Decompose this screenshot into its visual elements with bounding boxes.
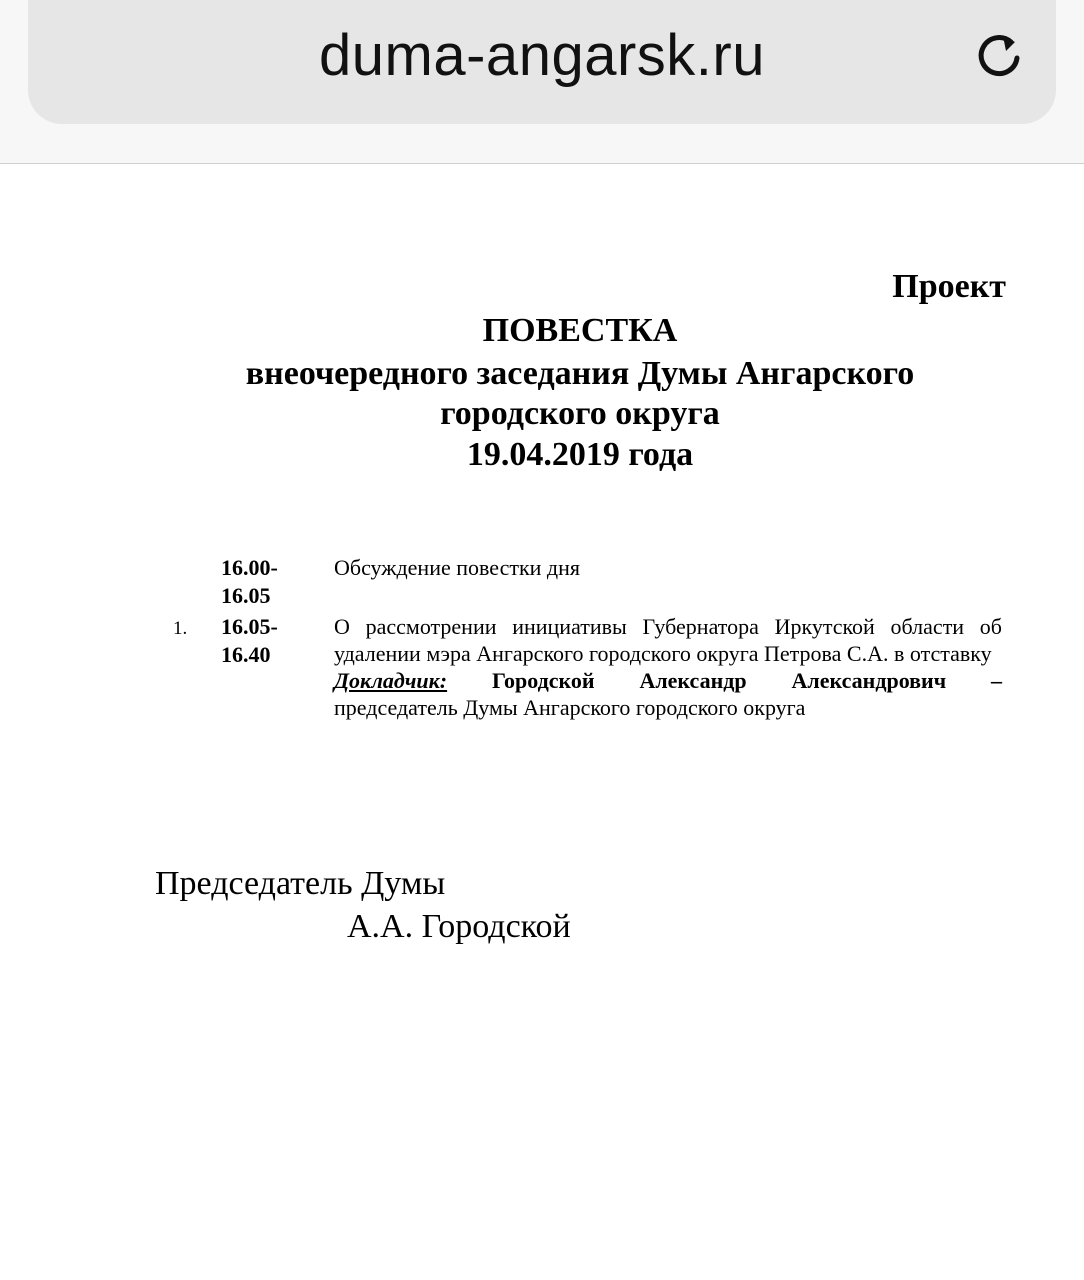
browser-toolbar [0,0,1084,164]
address-bar[interactable] [28,0,1056,124]
meeting-date: 19.04.2019 года [466,436,694,473]
signature-name: А.А. Городской [347,908,571,945]
meeting-body: городского округа [440,395,720,432]
meeting-type: внеочередного заседания Думы Ангарского [245,355,915,392]
agenda-title: ПОВЕСТКА [482,312,678,349]
document-page [0,164,1084,1280]
item-number: 1. [173,618,188,639]
item-time-start: 16.00- [221,555,278,580]
item-time-end: 16.40 [221,642,271,667]
speaker-role: председатель Думы Ангарского городского округа [334,695,806,720]
speaker-given-name: Александр [639,668,747,693]
speaker-label: Докладчик: [334,668,448,693]
url-text[interactable]: duma-angarsk.ru [319,23,765,88]
draft-label: Проект [892,268,1006,305]
reload-icon[interactable] [973,30,1025,82]
item-time-end: 16.05 [221,583,271,608]
item-description: О рассмотрении инициативы Губернатора Иркутской области об удалении мэра Ангарского городского округа Петрова С.А. в отставку [334,614,1002,666]
item-description: Обсуждение повестки дня [334,555,581,580]
signature-position: Председатель Думы [155,865,446,902]
speaker-surname: Городской [491,668,595,693]
speaker-dash: – [990,668,1002,693]
item-description-block [334,613,1002,721]
speaker-line [334,667,1002,694]
item-time-start: 16.05- [221,614,278,639]
speaker-patronymic: Александрович [791,668,947,693]
